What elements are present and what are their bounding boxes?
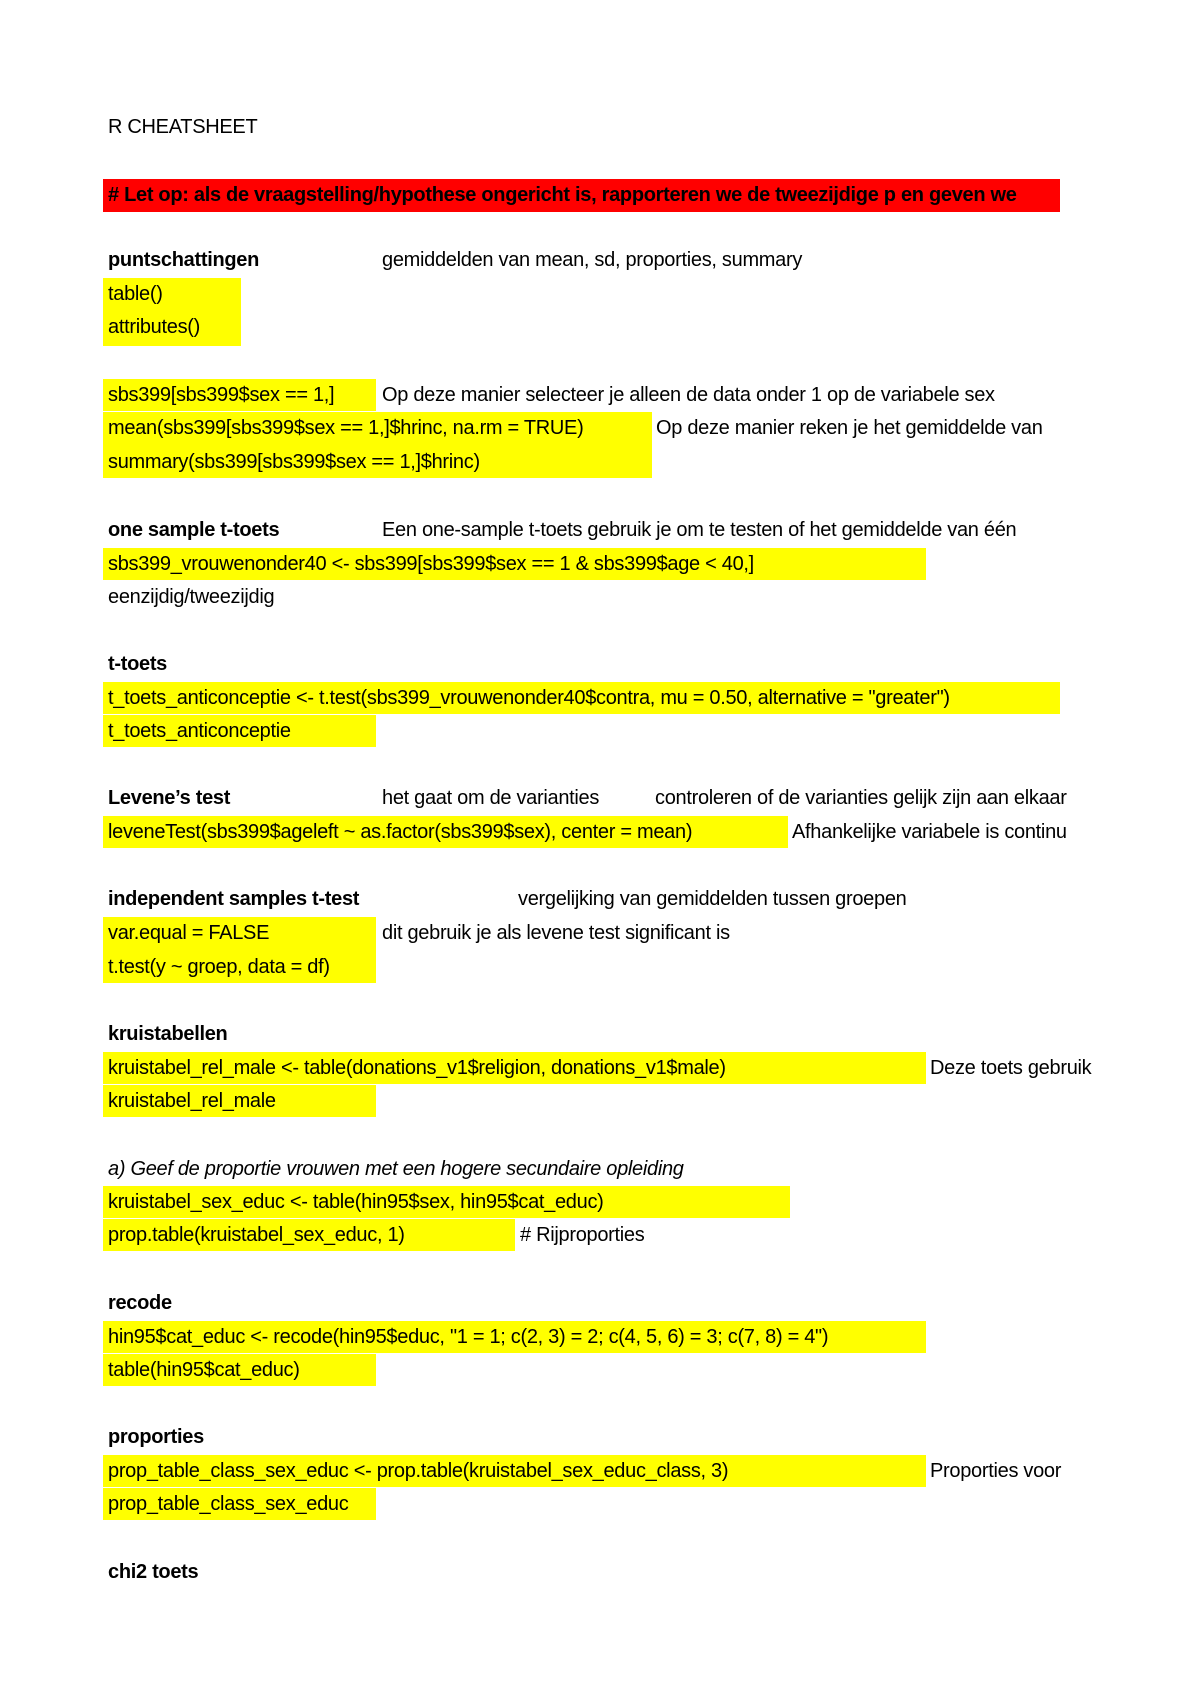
question-proportie: a) Geef de proportie vrouwen met een hogere secundaire opleiding <box>108 1158 684 1180</box>
kruistabellen-heading: kruistabellen <box>108 1023 228 1045</box>
code-kruistabel-result: kruistabel_rel_male <box>108 1090 276 1112</box>
code-levene: leveneTest(sbs399$ageleft ~ as.factor(sbs399$sex), center = mean) <box>108 821 693 843</box>
chi2-heading: chi2 toets <box>108 1561 199 1583</box>
puntschattingen-note: gemiddelden van mean, sd, proporties, summary <box>382 249 803 271</box>
code-mean: mean(sbs399[sbs399$sex == 1,]$hrinc, na.rm = TRUE) <box>108 417 584 439</box>
kruistabellen-note: Deze toets gebruik <box>930 1057 1092 1079</box>
code-kruistabel-sex-educ: kruistabel_sex_educ <- table(hin95$sex, hin95$cat_educ) <box>108 1191 604 1213</box>
independent-note2: dit gebruik je als levene test significant is <box>382 922 730 944</box>
one-sample-heading: one sample t-toets <box>108 519 280 541</box>
recode-heading: recode <box>108 1292 172 1314</box>
code-table: table() <box>108 283 163 305</box>
code-summary: summary(sbs399[sbs399$sex == 1,]$hrinc) <box>108 451 480 473</box>
code-prop-table: prop.table(kruistabel_sex_educ, 1) <box>108 1224 405 1246</box>
code-ttest-formula: t.test(y ~ groep, data = df) <box>108 956 330 978</box>
puntschattingen-heading: puntschattingen <box>108 249 260 271</box>
code-kruistabel: kruistabel_rel_male <- table(donations_v1$religion, donations_v1$male) <box>108 1057 726 1079</box>
code-ttest-result: t_toets_anticonceptie <box>108 720 291 742</box>
levene-note1: het gaat om de varianties <box>382 787 600 809</box>
one-sample-note: Een one-sample t-toets gebruik je om te testen of het gemiddelde van één <box>382 519 1017 541</box>
independent-heading: independent samples t-test <box>108 888 360 910</box>
code-ttest: t_toets_anticonceptie <- t.test(sbs399_vrouwenonder40$contra, mu = 0.50, alternative = "greater") <box>108 687 950 709</box>
warning-text: # Let op: als de vraagstelling/hypothese ongericht is, rapporteren we de tweezijdige p en geven we <box>108 184 1017 206</box>
code-subset: sbs399_vrouwenonder40 <- sbs399[sbs399$sex == 1 & sbs399$age < 40,] <box>108 553 754 575</box>
levene-note2: controleren of de varianties gelijk zijn aan elkaar <box>655 787 1067 809</box>
independent-note: vergelijking van gemiddelden tussen groepen <box>518 888 907 910</box>
code-recode-table: table(hin95$cat_educ) <box>108 1359 300 1381</box>
code-select-sex: sbs399[sbs399$sex == 1,] <box>108 384 335 406</box>
note-select: Op deze manier selecteer je alleen de data onder 1 op de variabele sex <box>382 384 995 406</box>
proporties-note: Proporties voor <box>930 1460 1062 1482</box>
note-mean: Op deze manier reken je het gemiddelde van <box>656 417 1043 439</box>
code-prop-table-class-result: prop_table_class_sex_educ <box>108 1493 349 1515</box>
ttoets-heading: t-toets <box>108 653 168 675</box>
page-title: R CHEATSHEET <box>108 116 258 138</box>
code-recode: hin95$cat_educ <- recode(hin95$educ, "1 = 1; c(2, 3) = 2; c(4, 5, 6) = 3; c(7, 8) = 4") <box>108 1326 829 1348</box>
code-attributes: attributes() <box>108 316 200 338</box>
proporties-heading: proporties <box>108 1426 204 1448</box>
comment-rijproporties: # Rijproporties <box>520 1224 645 1246</box>
text-eenzijdig: eenzijdig/tweezijdig <box>108 586 275 608</box>
levene-note3: Afhankelijke variabele is continu <box>792 821 1067 843</box>
code-var-equal: var.equal = FALSE <box>108 922 270 944</box>
levene-heading: Levene’s test <box>108 787 231 809</box>
code-prop-table-class: prop_table_class_sex_educ <- prop.table(kruistabel_sex_educ_class, 3) <box>108 1460 729 1482</box>
